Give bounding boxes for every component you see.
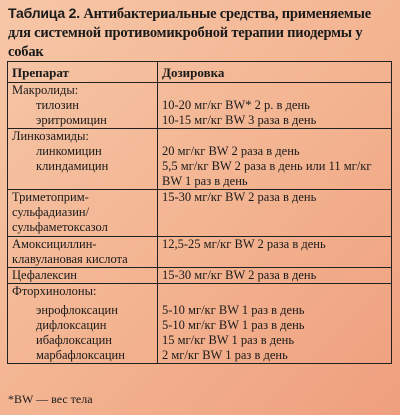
drug-cell: Триметоприм-сульфадиазин/сульфаметоксазол	[8, 190, 158, 237]
dose-cell	[158, 83, 392, 129]
drug-name: линкомицин	[36, 144, 102, 158]
caption-label: Таблица 2.	[8, 5, 80, 21]
group-name-macrolides: Макролиды:	[12, 83, 79, 97]
table-header-row	[8, 62, 392, 83]
dose-value: 10-15 мг/кг BW 3 раза в день	[162, 113, 317, 127]
dose-value: 5,5 мг/кг BW 2 раза в день или 11 мг/кг BW 1 раз в день	[162, 159, 372, 188]
drug-name: эритромицин	[36, 113, 107, 127]
group-name-lincosamides: Линкозамиды:	[12, 129, 89, 143]
drug-name: клиндамицин	[36, 159, 109, 173]
dose-value: 15 мг/кг BW 1 раз в день	[162, 333, 295, 347]
caption-text: Антибактериальные средства, применяемые для системной противомикробной терапии пиодермы у собак	[8, 6, 371, 60]
dose-value: 2 мг/кг BW 1 раз в день	[162, 348, 288, 362]
drug-name: дифлоксацин	[36, 318, 107, 332]
table-row	[8, 83, 392, 129]
dose-cell	[158, 284, 392, 364]
table-row	[8, 129, 392, 190]
table-row	[8, 237, 392, 268]
drug-name: энрофлоксацин	[36, 303, 118, 317]
table-row	[8, 284, 392, 364]
dose-cell: 12,5-25 мг/кг BW 2 раза в день	[158, 237, 392, 268]
group-name-fluoroquinolones: Фторхинолоны:	[12, 284, 97, 298]
footnote: *BW — вес тела	[8, 392, 93, 406]
table-row	[8, 268, 392, 284]
drug-cell	[8, 129, 158, 190]
dose-value: 20 мг/кг BW 2 раза в день	[162, 144, 300, 158]
header-drug: Препарат	[8, 62, 158, 83]
table-row	[8, 190, 392, 237]
drug-cell	[8, 284, 158, 364]
drug-cell: Цефалексин	[8, 268, 158, 284]
drug-name: тилозин	[36, 98, 79, 112]
table-caption	[8, 4, 394, 62]
drug-name: марбафлоксацин	[36, 348, 125, 362]
header-dose: Дозировка	[158, 62, 392, 83]
dose-value: 5-10 мг/кг BW 1 раз в день	[162, 303, 305, 317]
dose-value: 10-20 мг/кг BW* 2 р. в день	[162, 98, 310, 112]
drug-cell: Амоксициллин-клавулановая кислота	[8, 237, 158, 268]
dose-cell: 15-30 мг/кг BW 2 раза в день	[158, 268, 392, 284]
antibacterial-table	[7, 61, 392, 364]
dose-cell: 15-30 мг/кг BW 2 раза в день	[158, 190, 392, 237]
drug-name: ибафлоксацин	[36, 333, 112, 347]
dose-value: 5-10 мг/кг BW 1 раз в день	[162, 318, 305, 332]
dose-cell	[158, 129, 392, 190]
drug-cell	[8, 83, 158, 129]
